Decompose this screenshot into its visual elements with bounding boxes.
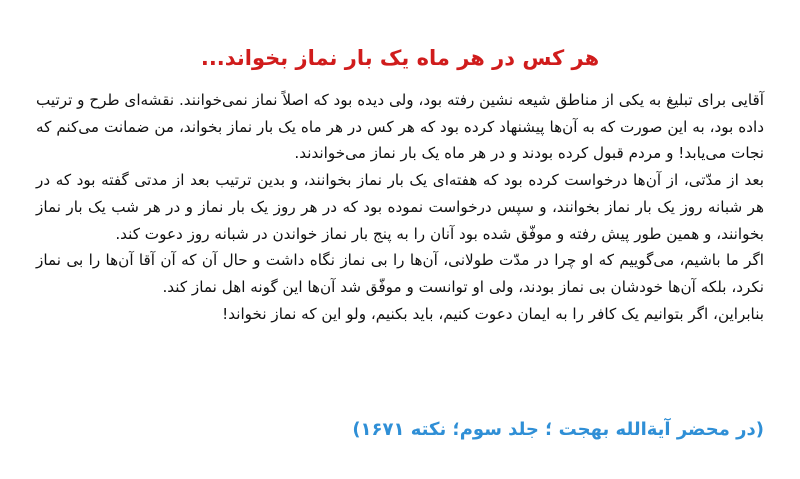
article-title: هر کس در هر ماه یک بار نماز بخواند... (200, 46, 600, 70)
paragraph-1: آقایی برای تبلیغ به یکی از مناطق شیعه نشین رفته بود، ولی دیده بود که اصلاً نماز نمی‌خوانند. نقشه‌ای طرح و ترتیب داده بود، به این صورت که به آن‌ها پیشنهاد کرده بود که هر کس در هر ماه یک بار نماز بخواند، من ضمانت می‌کنم که نجات می‌یابد! و مردم قبول کرده بودند و در هر ماه یک بار نماز می‌خواندند. (36, 91, 764, 163)
paragraph-3: اگر ما باشیم، می‌گوییم که او چرا در مدّت طولانی، آن‌ها را بی نماز نگاه داشت و حال آن که آن آقا آن‌ها را بی نماز نکرد، بلکه آن‌ها خودشان بی نماز بودند، ولی او توانست و موفّق شد آن‌ها این گونه اهل نماز کند. (36, 251, 764, 296)
paragraph-4: بنابراین، اگر بتوانیم یک کافر را به ایمان دعوت کنیم، باید بکنیم، ولو این که نماز نخواند! (222, 304, 764, 323)
article-body (36, 87, 764, 327)
paragraph-2: بعد از مدّتی، از آن‌ها درخواست کرده بود که هفته‌ای یک بار نماز بخوانند، و بدین ترتیب بعد از مدتی گفته بود که در هر شبانه روز یک بار نماز بخوانند، و سپس درخواست نموده بود که در هر روز یک بار نماز و در هر شب یک بار نماز بخوانند، و همین طور پیش رفته و موفّق شده بود آنان را به پنج بار نماز خواندن در شبانه روز دعوت کند. (36, 171, 764, 243)
source-citation: (در محضر آیة‌الله بهجت ؛ جلد سوم؛ نکته ۱۶۷۱) (352, 419, 764, 440)
